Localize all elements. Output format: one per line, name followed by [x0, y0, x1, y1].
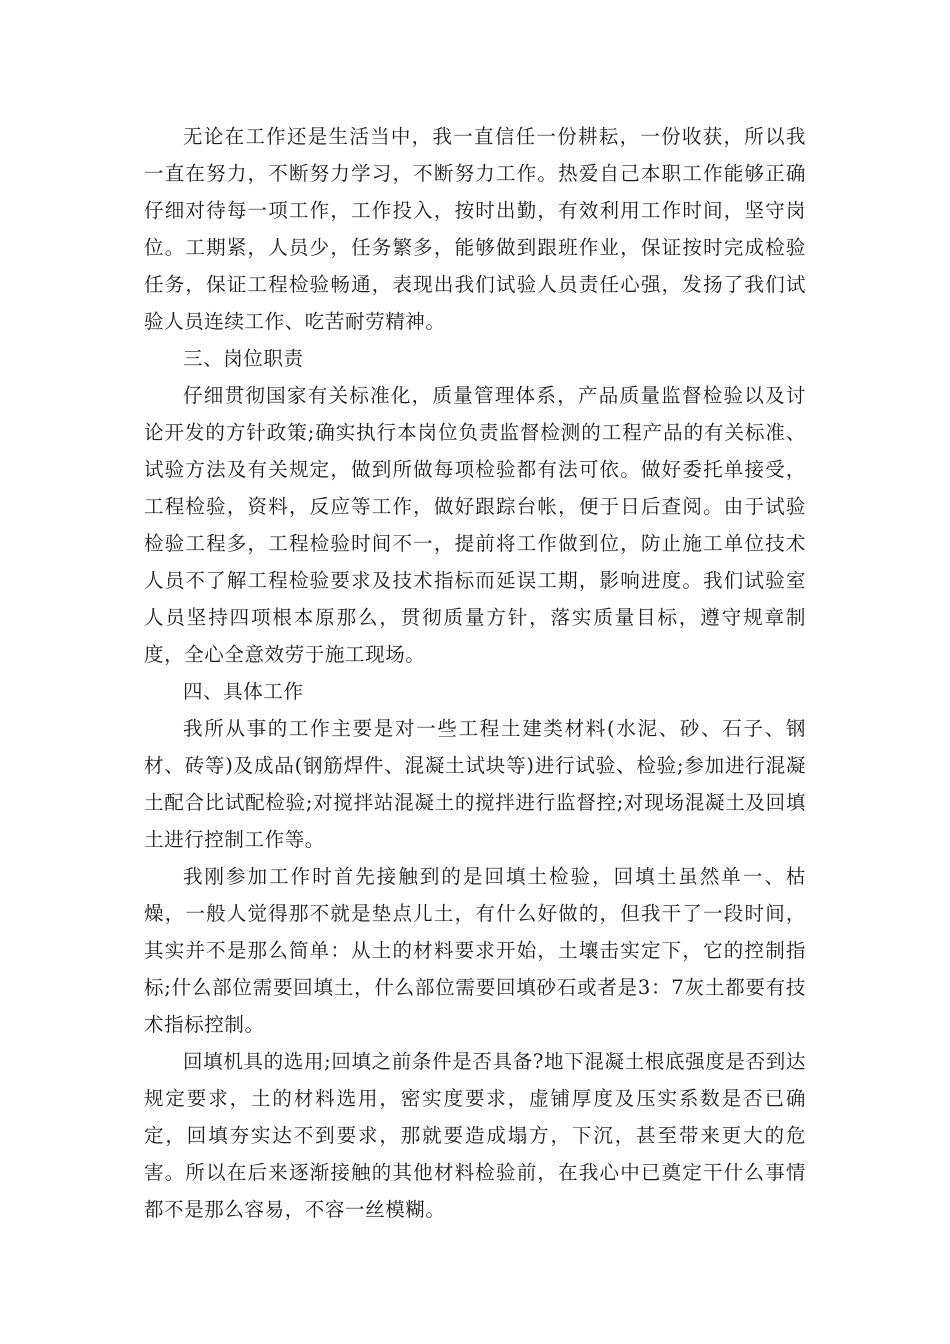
paragraph-main-work: 我所从事的工作主要是对一些工程土建类材料(水泥、砂、石子、钢材、砖等)及成品(钢筋焊件、混凝土试块等)进行试验、检验;参加进行混凝土配合比试配检验;对搅拌站混凝土的搅拌进行监督控;对现场混凝土及回填土进行控制工作等。	[144, 717, 806, 851]
paragraph-duties: 仔细贯彻国家有关标准化，质量管理体系，产品质量监督检验以及讨论开发的方针政策;确实执行本岗位负责监督检测的工程产品的有关标准、试验方法及有关规定，做到所做每项检验都有法可依。做好委托单接受，工程检验，资料，反应等工作，做好跟踪台帐，便于日后查阅。由于试验检验工程多，工程检验时间不一，提前将工作做到位，防止施工单位技术人员不了解工程检验要求及技术指标而延误工期，影响进度。我们试验室人员坚持四项根本原那么，贯彻质量方针，落实质量目标，遵守规章制度，全心全意效劳于施工现场。	[144, 384, 806, 666]
section-heading-specific-work: 四、具体工作	[183, 680, 304, 703]
paragraph-backfill-equipment: 回填机具的选用;回填之前条件是否具备?地下混凝土根底强度是否到达规定要求，土的材料选用，密实度要求，虚铺厚度及压实系数是否已确定，回填夯实达不到要求，那就要造成塌方，下沉，甚至带来更大的危害。所以在后来逐渐接触的其他材料检验前，在我心中已奠定干什么事情都不是那么容易，不容一丝模糊。	[144, 1050, 806, 1221]
paragraph-work-attitude: 无论在工作还是生活当中，我一直信任一份耕耘，一份收获，所以我一直在努力，不断努力学习，不断努力工作。热爱自己本职工作能够正确仔细对待每一项工作，工作投入，按时出勤，有效利用工作时间，坚守岗位。工期紧，人员少，任务繁多，能够做到跟班作业，保证按时完成检验任务，保证工程检验畅通，表现出我们试验人员责任心强，发扬了我们试验人员连续工作、吃苦耐劳精神。	[144, 125, 806, 333]
paragraph-backfill-inspection: 我刚参加工作时首先接触到的是回填土检验，回填土虽然单一、枯燥，一般人觉得那不就是垫点儿土，有什么好做的，但我干了一段时间，其实并不是那么简单：从土的材料要求开始，土壤击实定下，它的控制指标;什么部位需要回填土，什么部位需要回填砂石或者是3：7灰土都要有技术指标控制。	[144, 865, 806, 1036]
section-heading-duties: 三、岗位职责	[183, 347, 304, 370]
document-body	[144, 118, 806, 1228]
